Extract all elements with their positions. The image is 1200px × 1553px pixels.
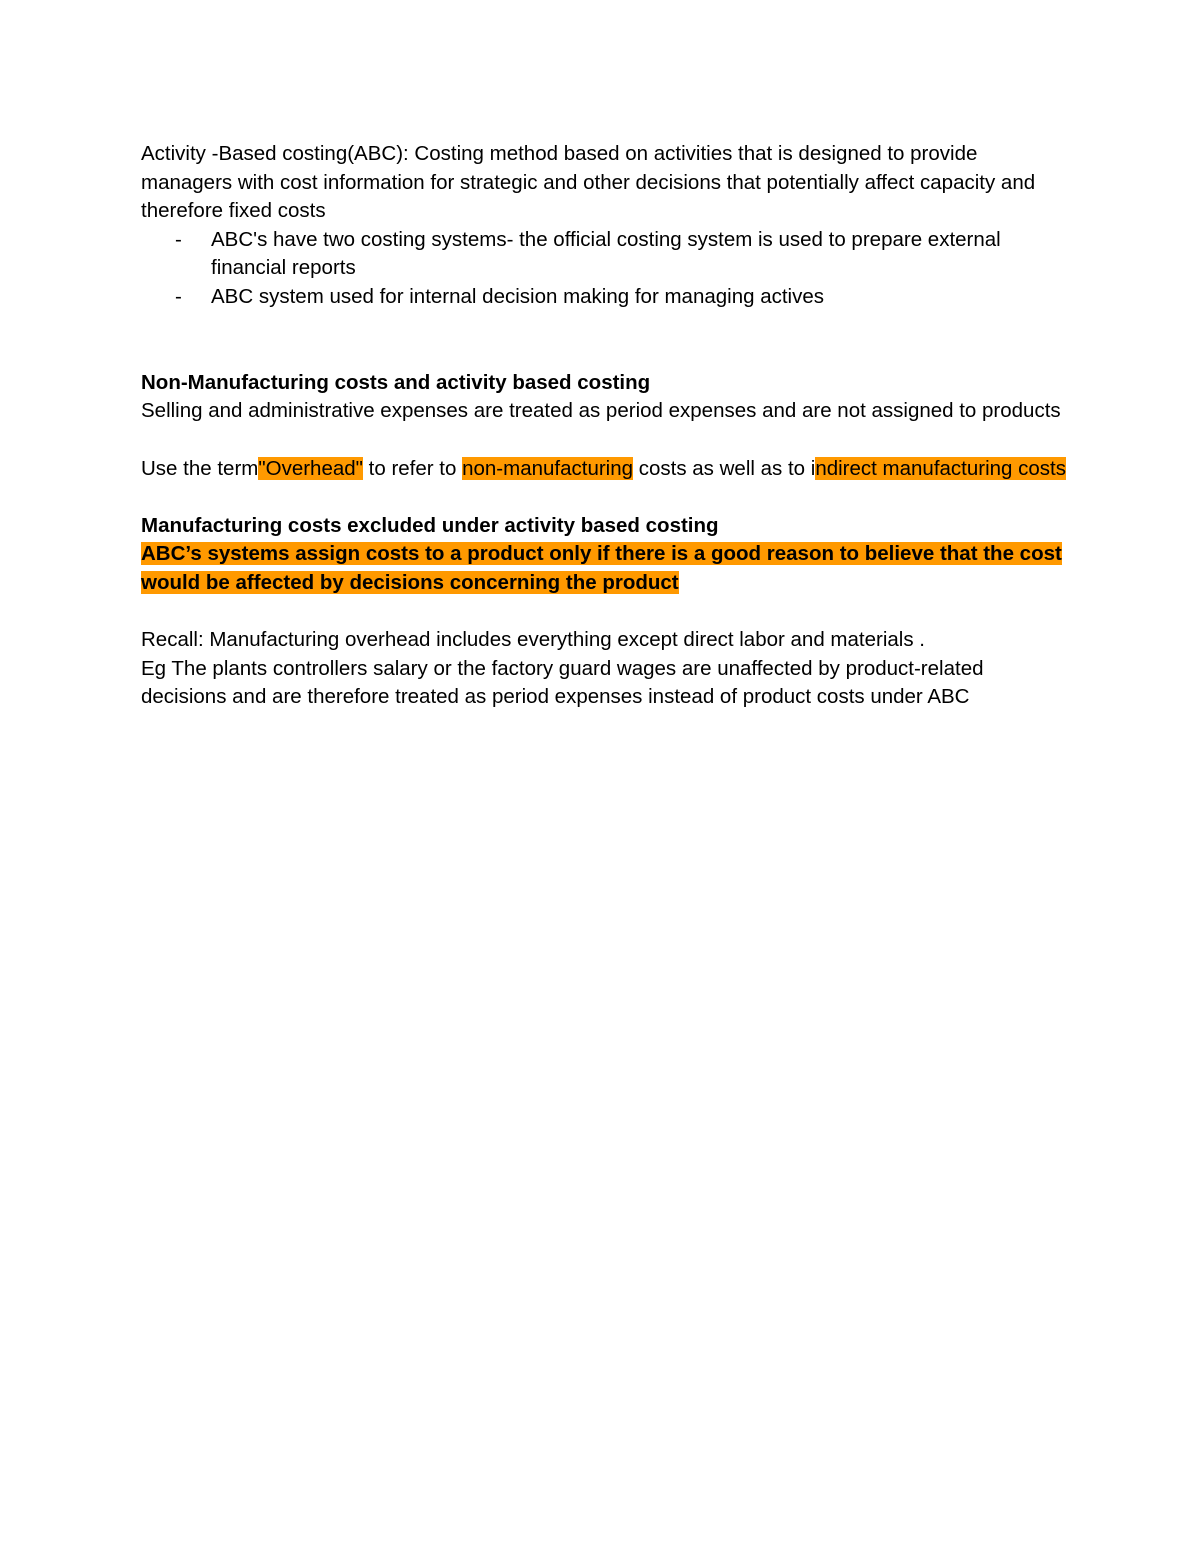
list-item <box>141 283 1071 312</box>
highlighted-statement <box>141 540 1071 597</box>
bullet-marker: - <box>175 227 182 251</box>
overhead-text: costs as well as to i <box>633 456 816 480</box>
spacer <box>141 426 1071 455</box>
spacer <box>141 483 1071 512</box>
section-heading-non-manufacturing: Non-Manufacturing costs and activity based costing <box>141 370 651 394</box>
overhead-text: to refer to <box>362 456 463 480</box>
overhead-text: Use the term <box>141 456 259 480</box>
intro-paragraph: Activity -Based costing(ABC): Costing method based on activities that is designed to provide managers with cost information for strategic and other decisions that potentially affect capacity and therefore fixed costs <box>141 142 1036 223</box>
spacer <box>141 598 1071 627</box>
example-paragraph: Eg The plants controllers salary or the factory guard wages are unaffected by product-related decisions and are therefore treated as period expenses instead of product costs under ABC <box>141 656 984 709</box>
spacer <box>141 312 1071 369</box>
recall-paragraph: Recall: Manufacturing overhead includes everything except direct labor and materials . <box>141 628 925 652</box>
highlight-non-manufacturing: non-manufacturing <box>462 456 634 480</box>
section-heading-manufacturing-excluded: Manufacturing costs excluded under activity based costing <box>141 513 719 537</box>
overhead-paragraph <box>141 455 1071 484</box>
highlight-indirect-manufacturing-costs: ndirect manufacturing costs <box>815 456 1067 480</box>
highlighted-statement-text: ABC’s systems assign costs to a product only if there is a good reason to believe that the cost would be affected by decisions concerning the product <box>141 542 1062 594</box>
bullet-list <box>141 226 1071 312</box>
selling-admin-paragraph: Selling and administrative expenses are treated as period expenses and are not assigned to products <box>141 399 1061 423</box>
highlight-overhead: "Overhead" <box>258 456 363 480</box>
bullet-marker: - <box>175 284 182 308</box>
list-item <box>141 226 1071 283</box>
document-page <box>141 140 1071 712</box>
bullet-text: ABC system used for internal decision making for managing actives <box>211 284 825 308</box>
bullet-text: ABC's have two costing systems- the official costing system is used to prepare external financial reports <box>211 227 1001 280</box>
